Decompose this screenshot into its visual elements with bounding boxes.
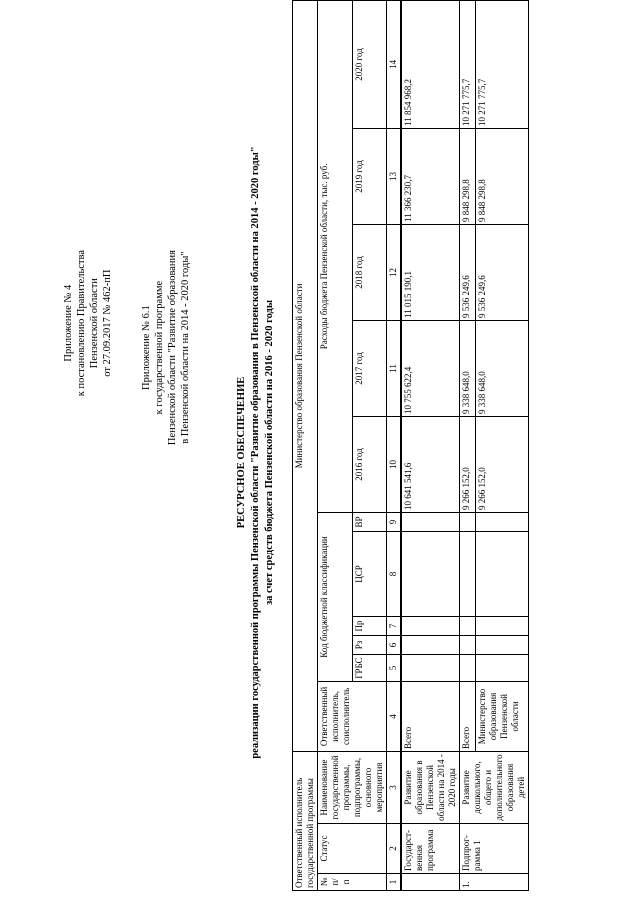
cell-csr: [475, 531, 528, 616]
header-expenses: Расходы бюджета Пензенской области, тыс. руб.: [318, 0, 353, 512]
cell-pr: [401, 616, 460, 635]
row-name: Развитие образования в Пензенской области на 2014 - 2020 годы: [401, 751, 460, 823]
responsible-value: Министерство образования Пензенской области: [293, 0, 318, 751]
column-number: 6: [387, 635, 402, 654]
header-year: 2018 год: [352, 224, 387, 320]
cell-2019: 11 366 230,7: [401, 128, 460, 224]
cell-csr: [460, 531, 476, 616]
column-number: 4: [387, 681, 402, 751]
cell-2019: 9 848 298,8: [475, 128, 528, 224]
row-num: 1.: [460, 874, 529, 891]
column-number: 14: [387, 0, 402, 128]
appendix-line: Приложение № 6.1: [141, 305, 152, 390]
column-number: 7: [387, 616, 402, 635]
title-line: РЕСУРСНОЕ ОБЕСПЕЧЕНИЕ: [236, 376, 247, 529]
appendix-line: от 27.09.2017 № 462-пП: [102, 269, 113, 377]
header-year: 2019 год: [352, 128, 387, 224]
header-pr: Пр: [352, 616, 387, 635]
header-year: 2016 год: [352, 416, 387, 512]
cell-2018: 11 015 190,1: [401, 224, 460, 320]
header-vr: ВР: [352, 512, 387, 531]
document-title: [235, 0, 277, 905]
header-status: Статус: [318, 824, 387, 874]
cell-2018: 9 536 249,6: [460, 224, 476, 320]
cell-2017: 9 338 648,0: [460, 320, 476, 416]
row-executor: Министерство образования Пензенской области: [475, 681, 528, 751]
header-executor: Ответственный исполнитель, соисполнитель: [318, 681, 387, 751]
cell-2017: 9 338 648,0: [475, 320, 528, 416]
cell-grbs: [460, 654, 476, 681]
cell-2016: 10 641 541,6: [401, 416, 460, 512]
column-number: 5: [387, 654, 402, 681]
cell-2020: 10 271 775,7: [475, 0, 528, 128]
cell-2020: 11 854 968,2: [401, 0, 460, 128]
table-row: [401, 0, 460, 890]
cell-vr: [460, 512, 476, 531]
header-year: 2017 год: [352, 320, 387, 416]
column-number: 12: [387, 224, 402, 320]
cell-vr: [401, 512, 460, 531]
cell-2020: 10 271 775,7: [460, 0, 476, 128]
appendix-line: к постановлению Правительства: [76, 250, 87, 397]
header-csr: ЦСР: [352, 531, 387, 616]
cell-2018: 9 536 249,6: [475, 224, 528, 320]
cell-rz: [460, 635, 476, 654]
row-name: Развитие дошкольного, общего и дополнительного образования детей: [460, 751, 529, 823]
column-number: 9: [387, 512, 402, 531]
cell-2017: 10 755 622,4: [401, 320, 460, 416]
column-number: 2: [387, 824, 402, 874]
responsible-label: Ответственный исполнитель государственной программы: [293, 751, 318, 890]
header-rz: Рз: [352, 635, 387, 654]
table-row: [460, 0, 476, 890]
appendix-header: [62, 250, 114, 396]
appendix-line: Пензенской области: [89, 278, 100, 369]
cell-rz: [401, 635, 460, 654]
cell-2019: 9 848 298,8: [460, 128, 476, 224]
row-num: [401, 874, 460, 891]
cell-2016: 9 266 152,0: [475, 416, 528, 512]
appendix-line: к государственной программе: [154, 280, 165, 415]
cell-rz: [475, 635, 528, 654]
appendix-line: Приложение № 4: [63, 284, 74, 362]
header-budget-code: Код бюджетной классификации: [318, 512, 353, 681]
column-number: 8: [387, 531, 402, 616]
column-number: 1: [387, 874, 402, 891]
header-grbs: ГРБС: [352, 654, 387, 681]
row-executor: Всего: [460, 681, 476, 751]
column-number: 13: [387, 128, 402, 224]
appendix-line: в Пензенской области на 2014 - 2020 годы": [180, 251, 191, 444]
appendix-line: Пензенской области "Развитие образования: [167, 250, 178, 446]
header-num: № п/п: [318, 874, 387, 891]
cell-pr: [475, 616, 528, 635]
cell-grbs: [401, 654, 460, 681]
column-number: 11: [387, 320, 402, 416]
title-line: реализации государственной программы Пензенской области "Развитие образования в Пензенской области на 2014 - 2020 годы": [250, 146, 261, 759]
title-line: за счет средств бюджета Пензенской области на 2016 - 2020 годы: [264, 299, 275, 606]
column-number-row: [387, 0, 402, 890]
program-appendix-header: [140, 250, 192, 445]
cell-2016: 9 266 152,0: [460, 416, 476, 512]
header-year: 2020 год: [352, 0, 387, 128]
row-status: Государст-венная программа: [401, 824, 460, 874]
cell-csr: [401, 531, 460, 616]
row-executor: Всего: [401, 681, 460, 751]
header-name: Наименование государственной программы, подпрограммы, основного мероприятия: [318, 751, 387, 823]
row-status: Подпрог-рамма 1: [460, 824, 529, 874]
cell-vr: [475, 512, 528, 531]
column-number: 3: [387, 751, 402, 823]
resource-table: [292, 0, 529, 891]
cell-grbs: [475, 654, 528, 681]
column-number: 10: [387, 416, 402, 512]
cell-pr: [460, 616, 476, 635]
